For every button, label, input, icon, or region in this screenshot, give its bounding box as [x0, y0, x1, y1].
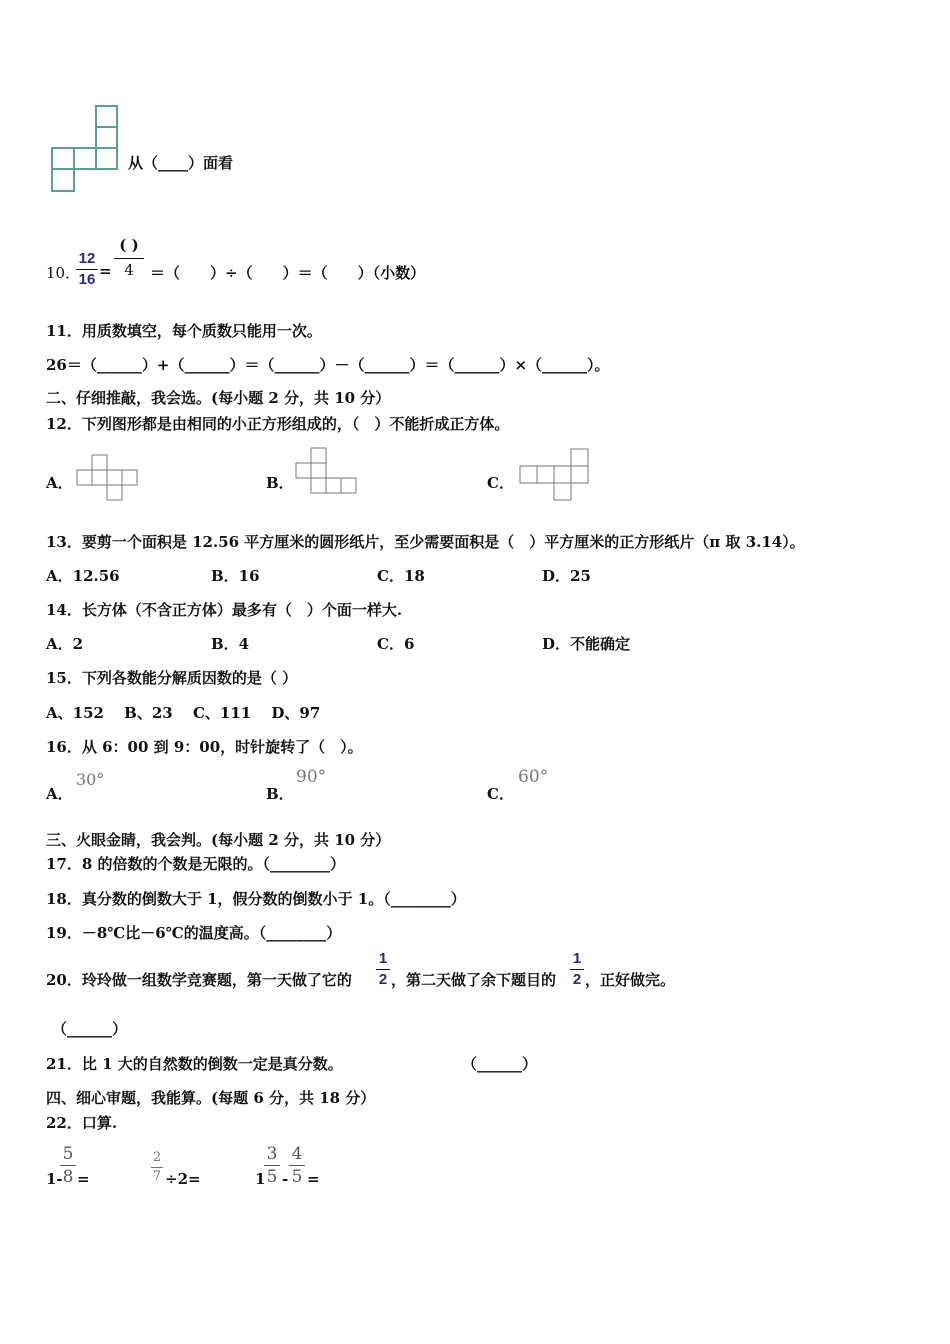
- q16-option-c-label[interactable]: C．: [487, 785, 514, 803]
- q10-frac2-den: 4: [124, 261, 134, 279]
- q12-option-b-label[interactable]: B．: [266, 474, 294, 492]
- q14-option-c[interactable]: C．6: [377, 635, 415, 653]
- q12-option-c-label[interactable]: C．: [487, 474, 514, 492]
- q13-option-c[interactable]: C．18: [377, 567, 425, 585]
- q21-answer-blank[interactable]: （______）: [462, 1055, 538, 1073]
- q22-e2-rest: ÷2=: [165, 1170, 201, 1188]
- q10-frac2-num: ( ): [119, 236, 139, 254]
- q20-text-post: ，正好做完。: [585, 971, 676, 989]
- q22-e3-den1: 5: [266, 1167, 278, 1187]
- q12-net-b: [295, 447, 360, 495]
- q10-frac-den: 16: [78, 271, 96, 288]
- q20-f1-den: 2: [378, 971, 388, 988]
- q22-e3-num1: 3: [266, 1144, 278, 1164]
- q16-option-c-value: 60°: [518, 767, 549, 787]
- q13-question: 13．要剪一个面积是 12.56 平方厘米的圆形纸片，至少需要面积是（ ）平方厘米的正方形纸片（π 取 3.14）。: [46, 533, 805, 551]
- q22-question: 22．口算.: [46, 1114, 118, 1132]
- q21-statement: 21．比 1 大的自然数的倒数一定是真分数。: [46, 1055, 343, 1073]
- q14-option-a[interactable]: A．2: [46, 635, 84, 653]
- q10-fraction-blank: [114, 234, 144, 279]
- q10-fraction: [76, 250, 98, 289]
- q22-e3-equals: =: [307, 1170, 320, 1188]
- q14-option-b[interactable]: B．4: [211, 635, 250, 653]
- cube-net-figure: [50, 105, 120, 195]
- q10-equals: =: [99, 262, 112, 280]
- q22-e1-num: 5: [62, 1144, 74, 1164]
- q20-fraction-1: [376, 950, 390, 989]
- q22-e3-den2: 5: [291, 1167, 303, 1187]
- q18-statement: 18．真分数的倒数大于 1，假分数的倒数小于 1。（________）: [46, 890, 466, 908]
- q12-net-a: [76, 454, 141, 502]
- q20-fraction-2: [570, 950, 584, 989]
- q22-e1-prefix: 1-: [46, 1170, 63, 1188]
- q22-e2-fraction: [151, 1150, 163, 1185]
- q22-e1-fraction: [60, 1144, 76, 1187]
- q20-f1-num: 1: [378, 950, 388, 967]
- section-4-heading: 四、细心审题，我能算。(每题 6 分，共 18 分）: [46, 1089, 376, 1107]
- q12-question: 12．下列图形都是由相同的小正方形组成的，（ ）不能折成正方体。: [46, 415, 510, 433]
- q11-equation: 26＝（______）+（______）＝（______）－（______）＝（______）×（______）。: [46, 356, 610, 374]
- q14-question: 14．长方体（不含正方体）最多有（ ）个面一样大.: [46, 601, 403, 619]
- q16-option-b-label[interactable]: B．: [266, 785, 294, 803]
- q22-e2-den: 7: [152, 1169, 162, 1184]
- q22-e3-minus: -: [282, 1170, 289, 1188]
- q22-e3-fraction-2: [289, 1144, 305, 1187]
- q12-option-a-label[interactable]: A．: [46, 474, 73, 492]
- q10-frac-num: 12: [78, 250, 96, 267]
- q13-option-d[interactable]: D．25: [542, 567, 591, 585]
- q15-question: 15．下列各数能分解质因数的是（ ）: [46, 669, 298, 687]
- q15-options[interactable]: A、152 B、23 C、111 D、97: [46, 704, 321, 722]
- q20-text-mid: ，第二天做了余下题目的: [391, 971, 557, 989]
- q14-option-d[interactable]: D．不能确定: [542, 635, 631, 653]
- q20-f2-num: 1: [572, 950, 582, 967]
- q16-option-a-label[interactable]: A．: [46, 785, 73, 803]
- q16-option-b-value: 90°: [296, 767, 327, 787]
- q22-e3-whole: 1: [255, 1170, 266, 1188]
- q16-option-a-value: 30°: [76, 770, 105, 789]
- q22-e3-num2: 4: [291, 1144, 303, 1164]
- q13-option-b[interactable]: B．16: [211, 567, 260, 585]
- section-3-heading: 三、火眼金睛，我会判。(每小题 2 分，共 10 分）: [46, 831, 391, 849]
- q10-rest: ＝（ ）÷（ ）＝（ ）（小数）: [150, 264, 426, 282]
- q12-net-c: [519, 448, 591, 502]
- view-direction-text: 从（____）面看: [128, 154, 234, 172]
- q19-statement: 19．－8℃比－6℃的温度高。（________）: [46, 924, 342, 942]
- q13-option-a[interactable]: A．12.56: [46, 567, 120, 585]
- q20-text-pre: 20．玲玲做一组数学竞赛题，第一天做了它的: [46, 971, 352, 989]
- q16-question: 16．从 6：00 到 9：00，时针旋转了（ ）。: [46, 738, 363, 756]
- q22-e3-fraction-1: [264, 1144, 280, 1187]
- q17-statement: 17．8 的倍数的个数是无限的。（________）: [46, 855, 346, 873]
- q20-answer-blank[interactable]: （______）: [52, 1020, 128, 1038]
- q20-f2-den: 2: [572, 971, 582, 988]
- q22-e2-num: 2: [152, 1150, 162, 1165]
- section-2-heading: 二、仔细推敲，我会选。(每小题 2 分，共 10 分）: [46, 389, 391, 407]
- q22-e1-den: 8: [62, 1167, 74, 1187]
- q22-e1-equals: =: [77, 1170, 90, 1188]
- q10-number: 10．: [46, 264, 81, 282]
- q11-question: 11．用质数填空，每个质数只能用一次。: [46, 322, 322, 340]
